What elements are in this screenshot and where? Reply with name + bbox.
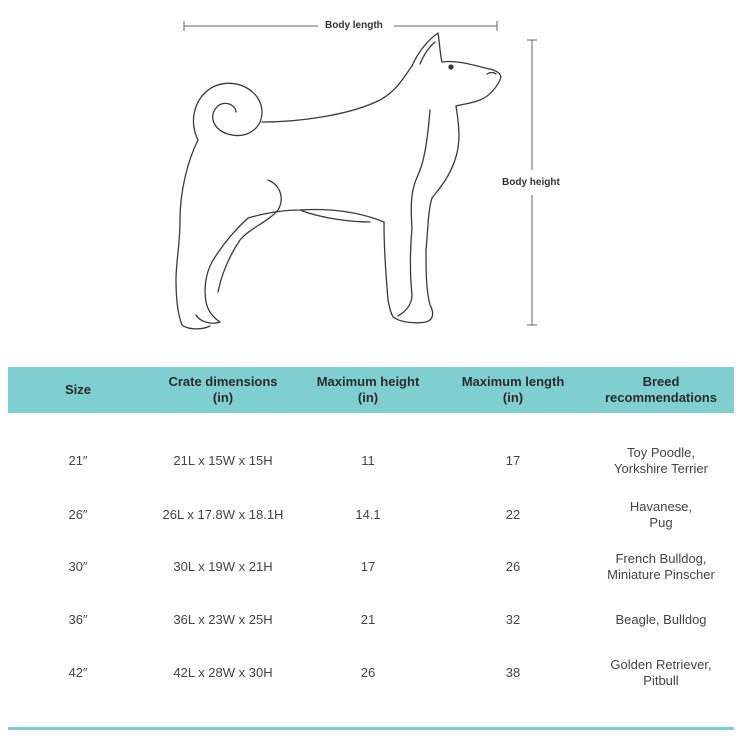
table-row: [8, 645, 734, 701]
dog-outline: [176, 33, 501, 329]
cell-dimensions: 26L x 17.8W x 18.1H: [162, 507, 284, 522]
cell-max-height: 21: [360, 612, 376, 627]
cell-breeds: Beagle, Bulldog: [615, 612, 707, 627]
dog-diagram: [0, 0, 750, 350]
header-maximum-height: Maximum height (in): [316, 374, 420, 405]
cell-breeds: Golden Retriever, Pitbull: [610, 657, 712, 688]
cell-size: 21″: [68, 453, 88, 468]
table-bottom-rule: [8, 727, 734, 730]
cell-dimensions: 30L x 19W x 21H: [173, 559, 273, 574]
cell-max-height: 11: [361, 453, 375, 468]
body-length-label: Body length: [325, 20, 383, 31]
cell-max-height: 14.1: [355, 507, 381, 522]
header-size: Size: [64, 382, 91, 397]
table-row: [8, 539, 734, 595]
header-maximum-length: Maximum length (in): [461, 374, 565, 405]
cell-breeds: Havanese, Pug: [629, 499, 693, 530]
dog-silhouette-icon: [0, 0, 750, 350]
cell-max-length: 22: [505, 507, 521, 522]
cell-dimensions: 21L x 15W x 15H: [173, 453, 273, 468]
cell-breeds: French Bulldog, Miniature Pinscher: [607, 551, 715, 582]
header-crate-dimensions: Crate dimensions (in): [168, 374, 278, 405]
table-row: [8, 433, 734, 489]
table-row: [8, 487, 734, 543]
cell-size: 30″: [68, 559, 88, 574]
cell-dimensions: 36L x 23W x 25H: [173, 612, 273, 627]
table-row: [8, 592, 734, 648]
cell-size: 42″: [68, 665, 88, 680]
cell-dimensions: 42L x 28W x 30H: [173, 665, 273, 680]
cell-size: 26″: [68, 507, 88, 522]
cell-max-length: 17: [505, 453, 521, 468]
body-height-label: Body height: [502, 177, 560, 188]
cell-max-height: 26: [360, 665, 376, 680]
cell-breeds: Toy Poodle, Yorkshire Terrier: [614, 445, 708, 476]
cell-max-height: 17: [360, 559, 376, 574]
cell-size: 36″: [68, 612, 88, 627]
header-breed-recommendations: Breed recommendations: [605, 374, 717, 405]
cell-max-length: 26: [505, 559, 521, 574]
cell-max-length: 32: [505, 612, 521, 627]
cell-max-length: 38: [505, 665, 521, 680]
